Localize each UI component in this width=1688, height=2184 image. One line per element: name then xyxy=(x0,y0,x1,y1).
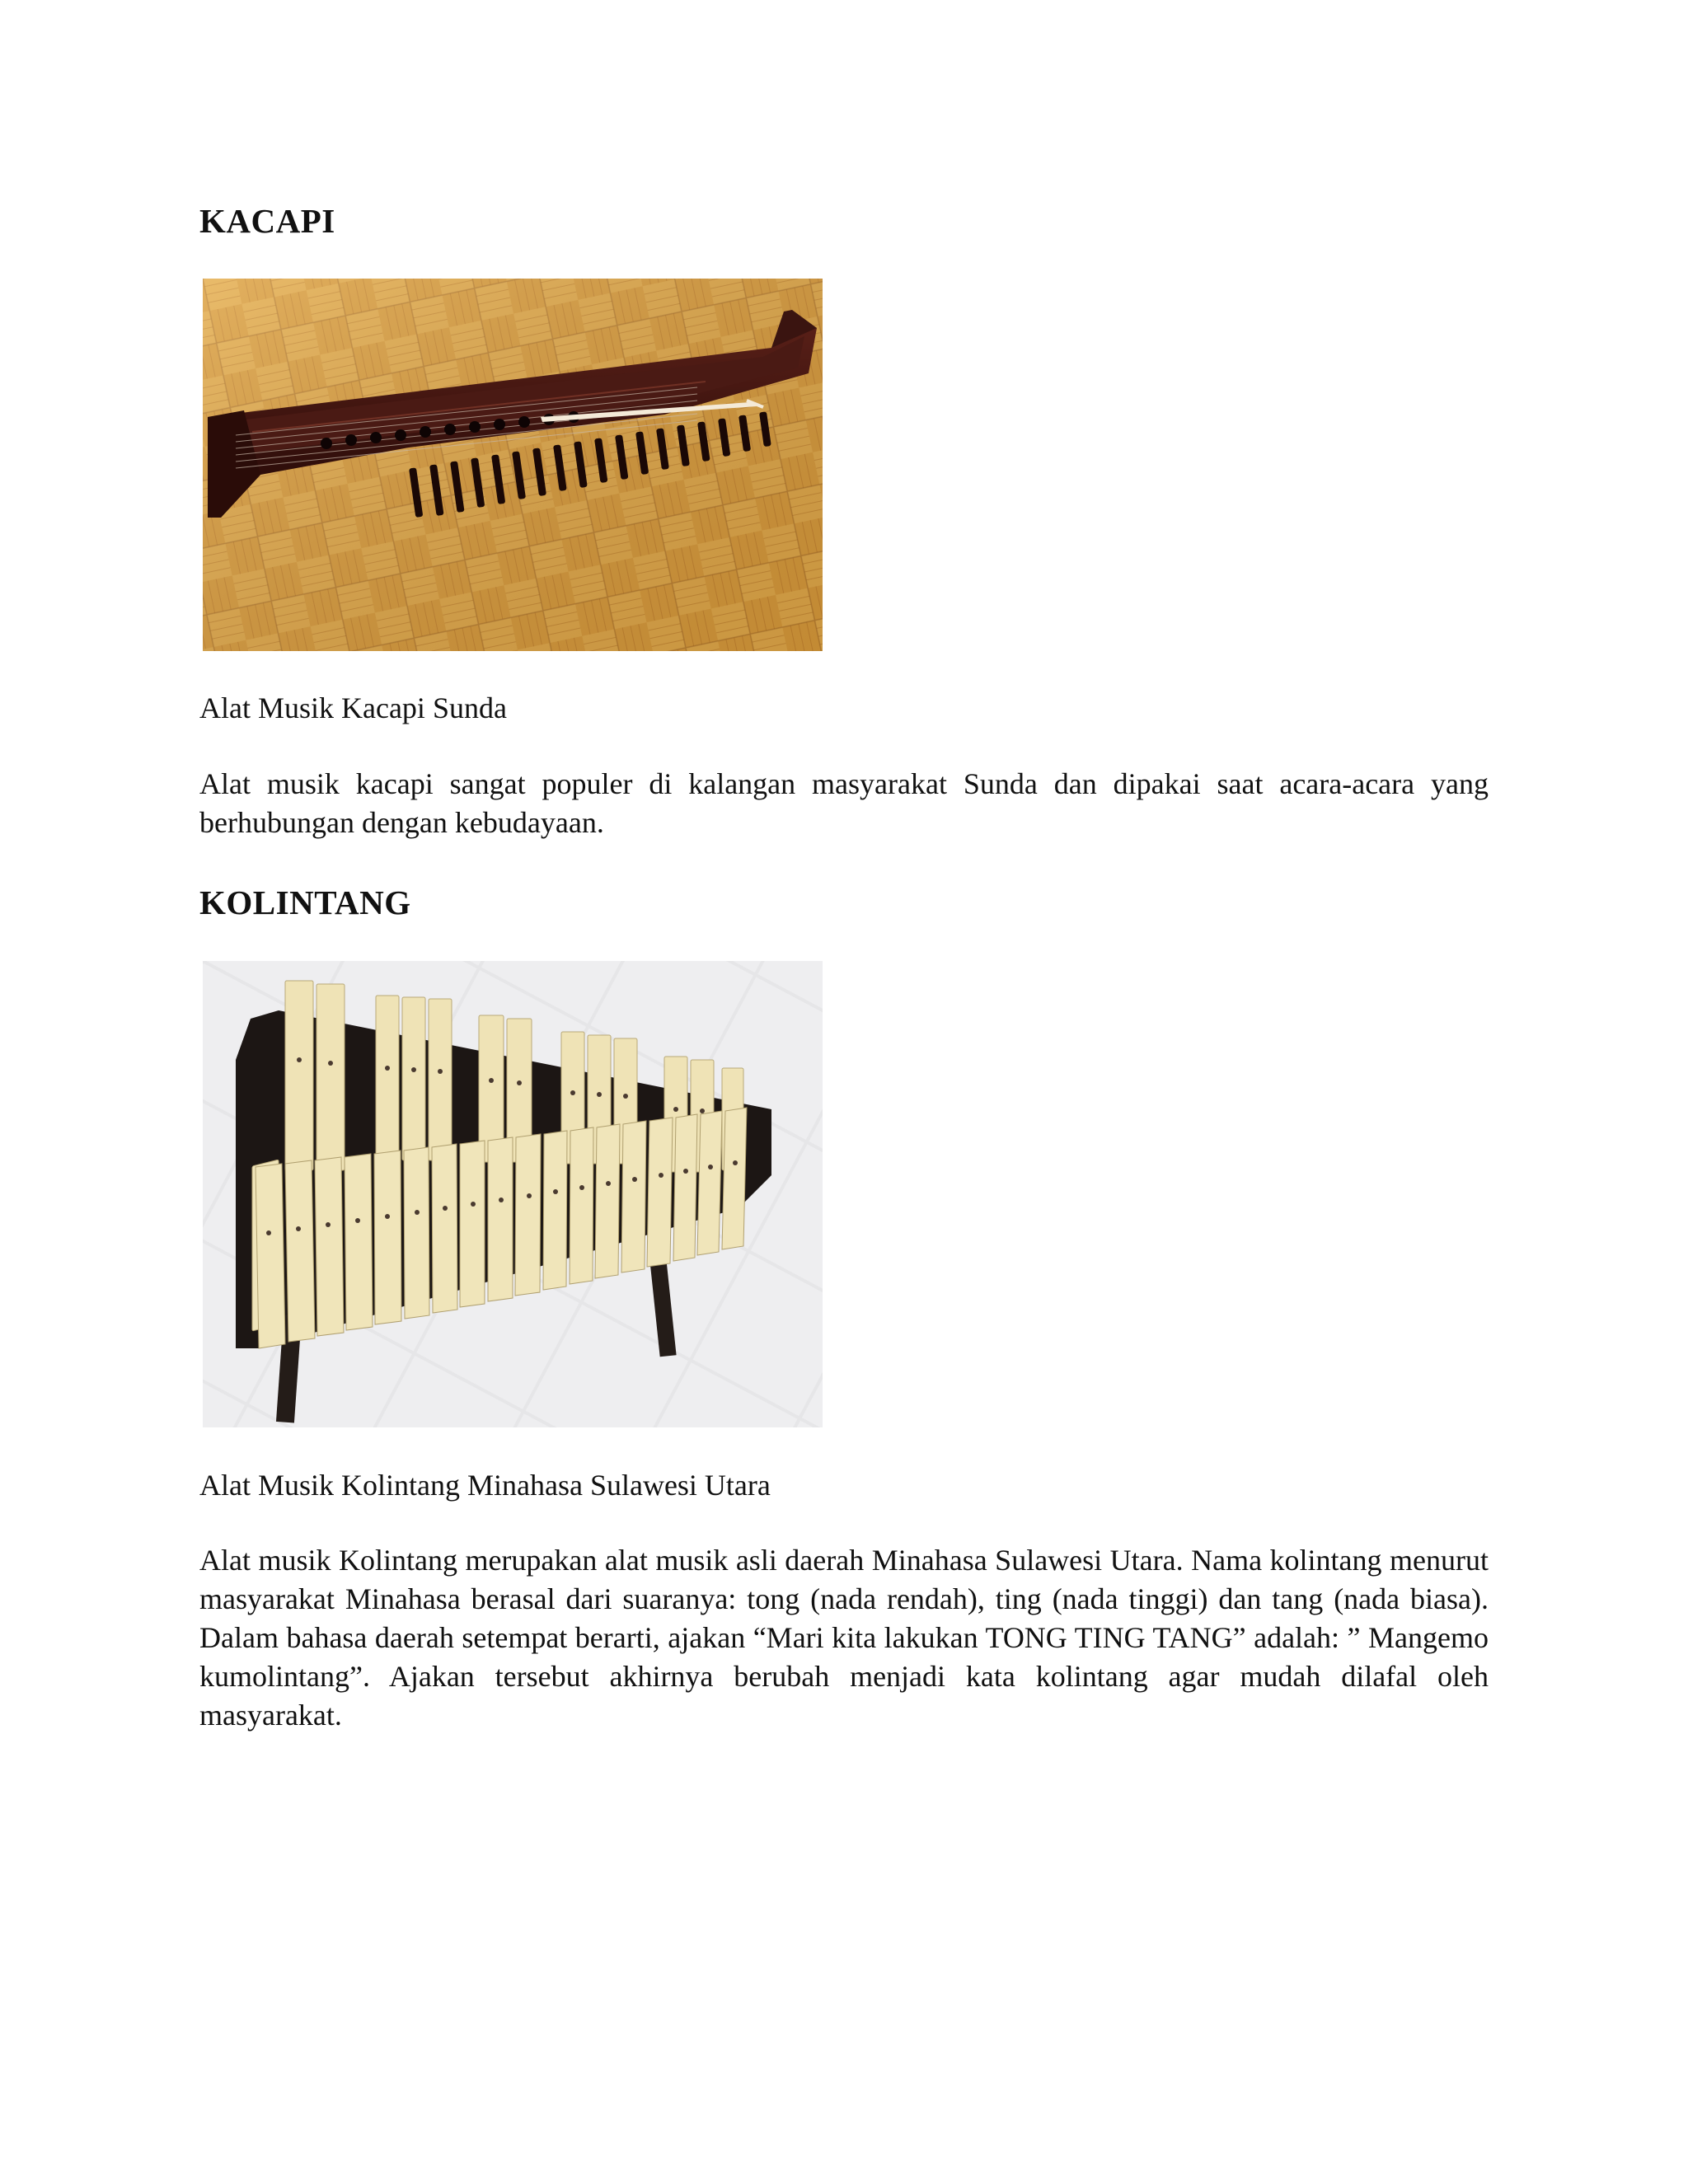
image-kolintang xyxy=(203,961,823,1427)
heading-kacapi: KACAPI xyxy=(199,202,335,240)
heading-kolintang: KOLINTANG xyxy=(199,883,411,921)
paragraph-kacapi: Alat musik kacapi sangat populer di kalangan masyarakat Sunda dan dipakai saat acara-acara yang berhubungan dengan kebudayaan. xyxy=(199,767,1489,839)
paragraph-kolintang: Alat musik Kolintang merupakan alat musik asli daerah Minahasa Sulawesi Utara. Nama kolintang menurut masyarakat Minahasa berasal dari suaranya: tong (nada rendah), ting (nada tinggi) dan tang (nada biasa). Dalam bahasa daerah setempat berarti, ajakan “Mari kita lakukan TONG TING TANG” adalah: ” Mangemo kumolintang”. Ajakan tersebut akhirnya berubah menjadi kata kolintang agar mudah dilafal oleh masyarakat. xyxy=(199,1544,1489,1732)
image-kacapi xyxy=(203,279,823,651)
caption-kacapi: Alat Musik Kacapi Sunda xyxy=(199,691,507,724)
caption-kolintang: Alat Musik Kolintang Minahasa Sulawesi Utara xyxy=(199,1469,771,1502)
